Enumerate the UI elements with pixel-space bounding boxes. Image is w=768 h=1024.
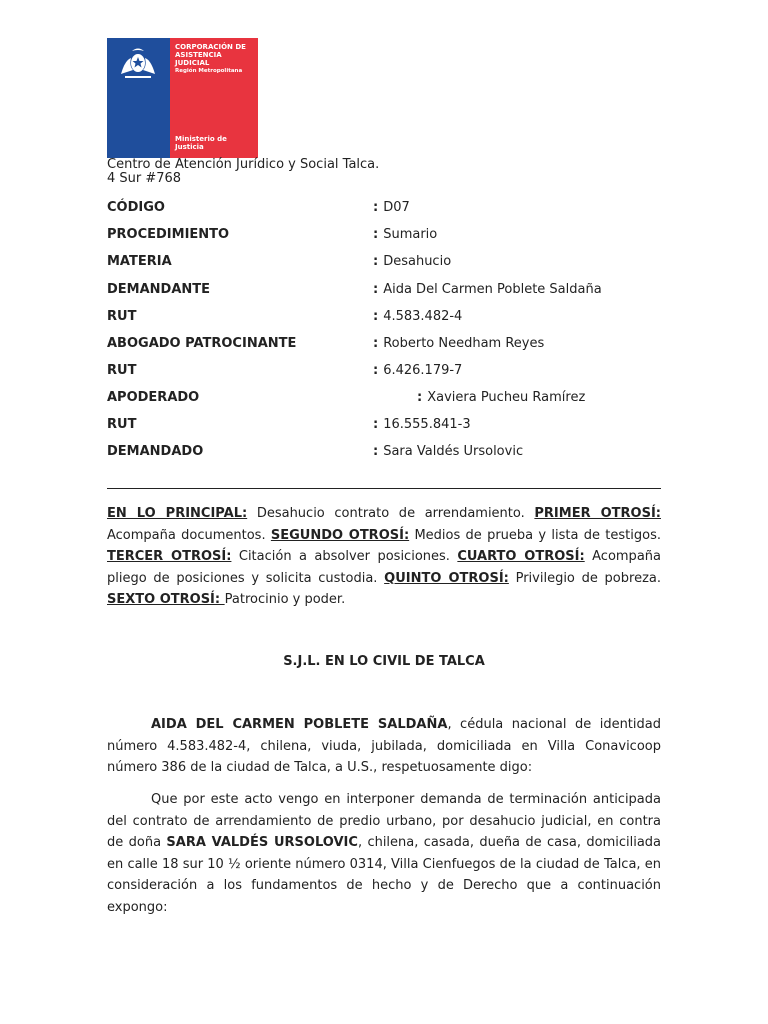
field-row: DEMANDANTE : Aida Del Carmen Poblete Saldaña: [107, 282, 602, 297]
field-row: MATERIA : Desahucio: [107, 254, 452, 269]
field-row: RUT : 4.583.482-4: [107, 309, 463, 324]
coat-of-arms-icon: [115, 44, 161, 82]
body-paragraph-2: Que por este acto vengo en interponer demanda de terminación anticipada del contrato de arrendamiento de predio urbano, por desahucio judicial, en contra de doña SARA VALDÉS URSOLOVIC, chilena, casada, dueña de casa, domiciliada en calle 18 sur 10 ½ oriente número 0314, Villa Cienfuegos de la ciudad de Talca, en consideración a los fundamentos de hecho y de Derecho que a continuación expongo:: [107, 792, 662, 915]
field-row: PROCEDIMIENTO : Sumario: [107, 227, 438, 242]
logo-ministry: Ministerio de Justicia: [175, 135, 227, 151]
divider: [107, 488, 661, 489]
body-paragraph-1: AIDA DEL CARMEN POBLETE SALDAÑA, cédula nacional de identidad número 4.583.482-4, chilena, viuda, jubilada, domiciliada en Villa Conavicoop número 386 de la ciudad de Talca, a U.S., respetuosamente digo:: [107, 717, 661, 775]
logo-org-line: CORPORACIÓN DE: [175, 43, 246, 51]
field-row: RUT : 16.555.841-3: [107, 417, 471, 432]
logo-org-line: JUDICIAL: [175, 59, 210, 67]
institution-logo: [107, 38, 258, 158]
field-row: CÓDIGO : D07: [107, 200, 410, 215]
logo-org-line: ASISTENCIA: [175, 51, 222, 59]
logo-region: Región Metropolitana: [175, 68, 243, 74]
field-row: RUT : 6.426.179-7: [107, 363, 463, 378]
logo-red-panel: [170, 38, 258, 158]
field-row: ABOGADO PATROCINANTE : Roberto Needham Reyes: [107, 336, 545, 351]
summary-paragraph: EN LO PRINCIPAL: Desahucio contrato de arrendamiento. PRIMER OTROSÍ: Acompaña documentos. SEGUNDO OTROSÍ: Medios de prueba y lista de testigos. TERCER OTROSÍ: Citación a absolver posiciones. CUARTO OTROSÍ: Acompaña pliego de posiciones y solicita custodia. QUINTO OTROSÍ: Privilegio de pobreza. SEXTO OTROSÍ: Patrocinio y poder.: [107, 506, 661, 607]
center-name: Centro de Atención Jurídico y Social Talca.: [107, 157, 380, 172]
field-row: DEMANDADO : Sara Valdés Ursolovic: [107, 444, 524, 459]
logo-blue-panel: [107, 38, 170, 158]
center-address: 4 Sur #768: [107, 171, 182, 186]
field-row: APODERADO : Xaviera Pucheu Ramírez: [107, 390, 586, 405]
court-heading: S.J.L. EN LO CIVIL DE TALCA: [283, 654, 485, 669]
